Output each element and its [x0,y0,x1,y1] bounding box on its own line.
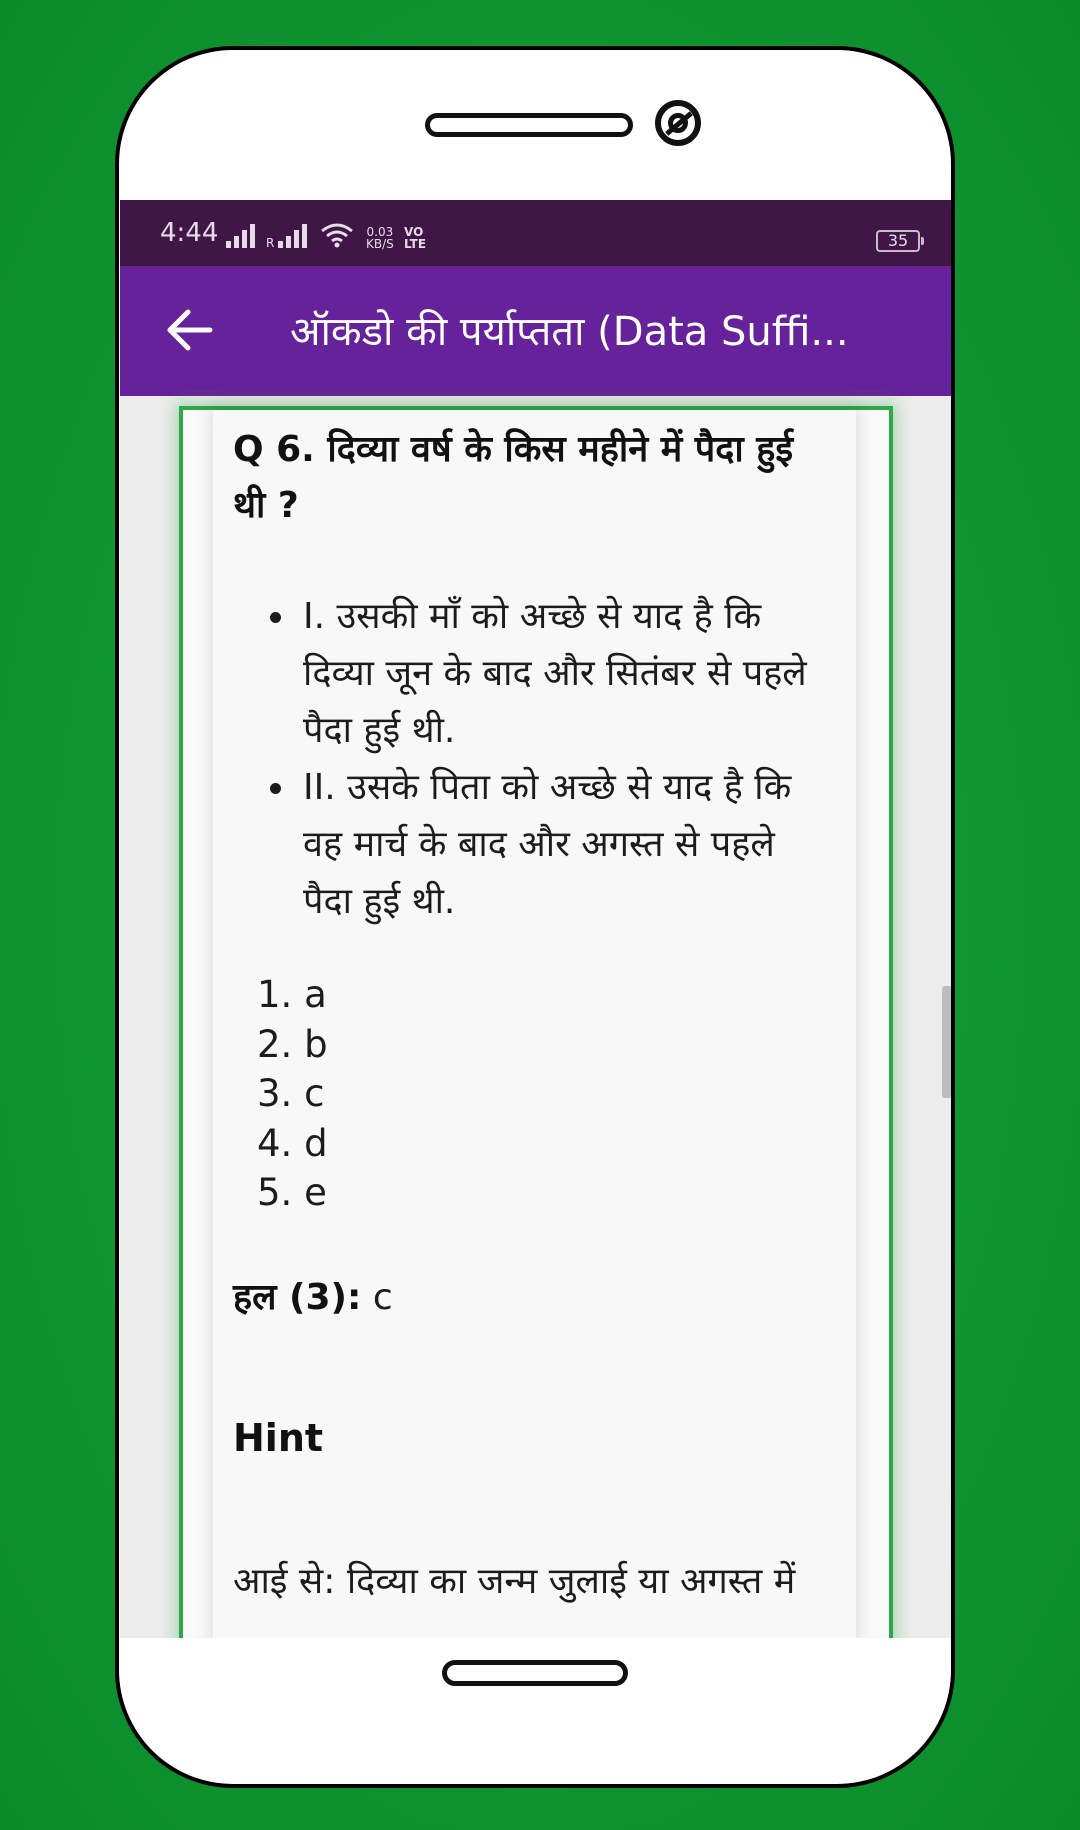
option-item: 3. c [257,1072,325,1115]
solution-value: c [361,1276,393,1318]
net-speed-value: 0.03 [366,225,394,239]
app-bar [120,266,951,396]
volte-indicator [404,226,426,250]
volte-top: VO [404,225,424,239]
phone-frame [115,46,955,1788]
status-bar [120,200,951,266]
option-item: 2. b [257,1022,328,1066]
question-title: Q 6. दिव्या वर्ष के किस महीने में पैदा हुई थी ? [233,429,794,526]
question-card [179,406,893,1638]
page-title: ऑकडो की पर्याप्तता (Data Suffi... [290,309,849,355]
net-speed-unit: KB/S [366,237,394,251]
phone-body [119,50,951,1784]
status-time: 4:44 [160,218,219,248]
battery-icon: 35 [876,230,920,252]
option-list [233,970,833,1218]
solution-line [233,1268,833,1328]
option-item: 1. a [257,973,327,1016]
statement-list [233,588,833,930]
wifi-icon [320,222,354,248]
statement-item: I. उसकी माँ को अच्छे से याद है कि दिव्या जून के बाद और सितंबर से पहले पैदा हुई थी. [303,588,833,759]
phone-screen [120,200,951,1638]
back-arrow-icon[interactable] [162,302,218,358]
speaker-grille [425,113,633,137]
volte-bottom: LTE [404,237,427,251]
hint-text: आई से: दिव्या का जन्म जुलाई या अगस्त में [233,1560,796,1602]
network-speed [366,226,394,250]
roaming-indicator: R [266,236,275,250]
option-item: 4. d [257,1121,328,1165]
signal-bars-icon [226,222,255,248]
question-content [233,422,833,1612]
front-camera-icon [655,100,701,146]
home-button[interactable] [442,1660,628,1686]
option-item: 5. e [257,1171,327,1214]
signal-bars-icon-2 [278,222,307,248]
scrollbar-thumb[interactable] [942,986,951,1098]
statement-item: II. उसके पिता को अच्छे से याद है कि वह मार्च के बाद और अगस्त से पहले पैदा हुई थी. [303,759,833,930]
solution-label: हल (3): [233,1276,362,1318]
hint-heading: Hint [233,1415,324,1460]
